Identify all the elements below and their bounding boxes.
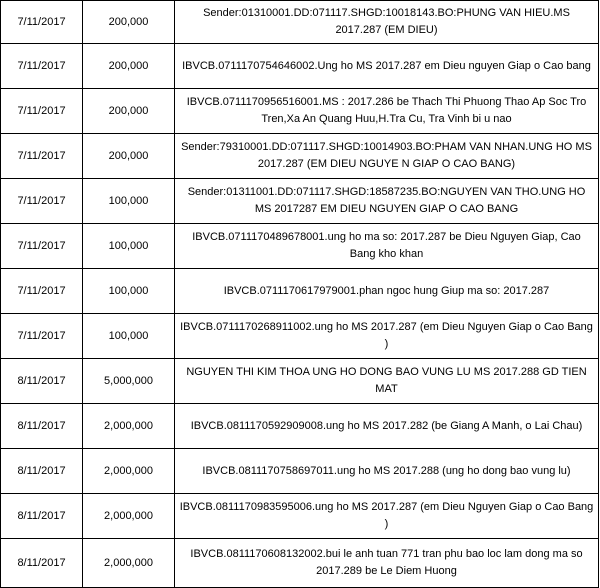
date-cell: 7/11/2017	[1, 134, 83, 179]
table-row	[1, 404, 599, 449]
description-cell: IBVCB.0711170956516001.MS : 2017.286 be Thach Thi Phuong Thao Ap Soc Tro Tren,Xa An Quang Huu,H.Tra Cu, Tra Vinh bi u nao	[175, 89, 599, 134]
date-cell: 8/11/2017	[1, 539, 83, 588]
date-cell: 8/11/2017	[1, 449, 83, 494]
amount-cell: 100,000	[83, 314, 175, 359]
amount-cell: 200,000	[83, 134, 175, 179]
description-cell: Sender:79310001.DD:071117.SHGD:10014903.BO:PHAM VAN NHAN.UNG HO MS 2017.287 (EM DIEU NGUYE N GIAP O CAO BANG)	[175, 134, 599, 179]
date-cell: 8/11/2017	[1, 494, 83, 539]
description-cell: IBVCB.0811170983595006.ung ho MS 2017.287 (em Dieu Nguyen Giap o Cao Bang )	[175, 494, 599, 539]
amount-cell: 2,000,000	[83, 494, 175, 539]
table-row	[1, 494, 599, 539]
description-cell: IBVCB.0811170758697011.ung ho MS 2017.288 (ung ho dong bao vung lu)	[175, 449, 599, 494]
amount-cell: 100,000	[83, 179, 175, 224]
date-cell: 8/11/2017	[1, 404, 83, 449]
table-row	[1, 89, 599, 134]
table-row	[1, 224, 599, 269]
description-cell: IBVCB.0811170608132002.bui le anh tuan 771 tran phu bao loc lam dong ma so 2017.289 be Le Diem Huong	[175, 539, 599, 588]
table-row	[1, 1, 599, 44]
date-cell: 7/11/2017	[1, 314, 83, 359]
description-cell: IBVCB.0711170754646002.Ung ho MS 2017.287 em Dieu nguyen Giap o Cao bang	[175, 44, 599, 89]
table-row	[1, 359, 599, 404]
table-row	[1, 134, 599, 179]
description-cell: Sender:01310001.DD:071117.SHGD:10018143.BO:PHUNG VAN HIEU.MS 2017.287 (EM DIEU)	[175, 1, 599, 44]
table-row	[1, 44, 599, 89]
table-row	[1, 269, 599, 314]
amount-cell: 200,000	[83, 44, 175, 89]
table-row	[1, 449, 599, 494]
date-cell: 7/11/2017	[1, 1, 83, 44]
date-cell: 7/11/2017	[1, 224, 83, 269]
description-cell: IBVCB.0711170489678001.ung ho ma so: 2017.287 be Dieu Nguyen Giap, Cao Bang kho khan	[175, 224, 599, 269]
amount-cell: 200,000	[83, 1, 175, 44]
amount-cell: 100,000	[83, 269, 175, 314]
statement-rows	[1, 1, 599, 588]
date-cell: 7/11/2017	[1, 89, 83, 134]
amount-cell: 2,000,000	[83, 404, 175, 449]
amount-cell: 2,000,000	[83, 449, 175, 494]
date-cell: 7/11/2017	[1, 269, 83, 314]
description-cell: NGUYEN THI KIM THOA UNG HO DONG BAO VUNG LU MS 2017.288 GD TIEN MAT	[175, 359, 599, 404]
description-cell: IBVCB.0711170268911002.ung ho MS 2017.287 (em Dieu Nguyen Giap o Cao Bang )	[175, 314, 599, 359]
description-cell: IBVCB.0811170592909008.ung ho MS 2017.282 (be Giang A Manh, o Lai Chau)	[175, 404, 599, 449]
amount-cell: 2,000,000	[83, 539, 175, 588]
description-cell: Sender:01311001.DD:071117.SHGD:18587235.BO:NGUYEN VAN THO.UNG HO MS 2017287 EM DIEU NGUYEN GIAP O CAO BANG	[175, 179, 599, 224]
table-row	[1, 314, 599, 359]
table-row	[1, 179, 599, 224]
date-cell: 8/11/2017	[1, 359, 83, 404]
date-cell: 7/11/2017	[1, 44, 83, 89]
date-cell: 7/11/2017	[1, 179, 83, 224]
amount-cell: 100,000	[83, 224, 175, 269]
amount-cell: 200,000	[83, 89, 175, 134]
table-row	[1, 539, 599, 588]
description-cell: IBVCB.0711170617979001.phan ngoc hung Giup ma so: 2017.287	[175, 269, 599, 314]
amount-cell: 5,000,000	[83, 359, 175, 404]
